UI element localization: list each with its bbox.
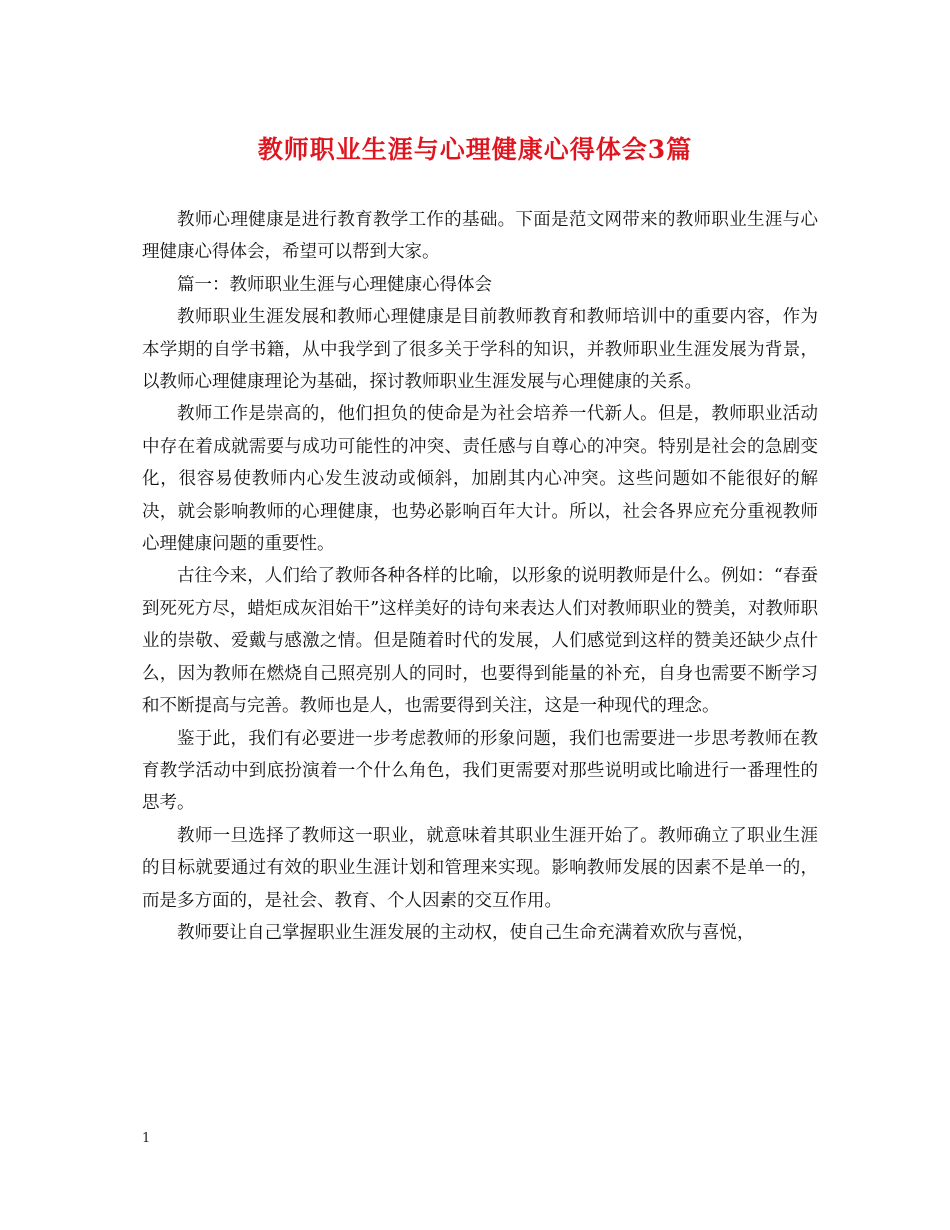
- paragraph-2: 教师工作是崇高的，他们担负的使命是为社会培养一代新人。但是，教师职业活动中存在着成就需要与成功可能性的冲突、责任感与自尊心的冲突。特别是社会的急剧变化，很容易使教师内心发生波动或倾斜，加剧其内心冲突。这些问题如不能很好的解决，就会影响教师的心理健康，也势必影响百年大计。所以，社会各界应充分重视教师心理健康问题的重要性。: [142, 404, 818, 555]
- page-number: 1: [142, 1131, 151, 1146]
- paragraph-5: 教师一旦选择了教师这一职业，就意味着其职业生涯开始了。教师确立了职业生涯的目标就要通过有效的职业生涯计划和管理来实现。影响教师发展的因素不是单一的，而是多方面的，是社会、教育、个人因素的交互作用。: [142, 825, 818, 911]
- body-text: [142, 204, 818, 949]
- paragraph-3: 古往今来，人们给了教师各种各样的比喻，以形象的说明教师是什么。例如：“春蚕到死死方尽，蜡炬成灰泪始干”这样美好的诗句来表达人们对教师职业的赞美，对教师职业的崇敬、爱戴与感激之情。但是随着时代的发展，人们感觉到这样的赞美还缺少点什么，因为教师在燃烧自己照亮别人的同时，也要得到能量的补充，自身也需要不断学习和不断提高与完善。教师也是人，也需要得到关注，这是一种现代的理念。: [142, 566, 818, 717]
- page-title: 教师职业生涯与心理健康心得体会3篇: [257, 135, 693, 164]
- paragraph-1: 教师职业生涯发展和教师心理健康是目前教师教育和教师培训中的重要内容，作为本学期的自学书籍，从中我学到了很多关于学科的知识，并教师职业生涯发展为背景，以教师心理健康理论为基础，探讨教师职业生涯发展与心理健康的关系。: [142, 307, 818, 393]
- paragraph-intro: 教师心理健康是进行教育教学工作的基础。下面是范文网带来的教师职业生涯与心理健康心得体会，希望可以帮到大家。: [142, 210, 818, 263]
- paragraph-section-heading: 篇一：教师职业生涯与心理健康心得体会: [177, 274, 492, 295]
- paragraph-6: 教师要让自己掌握职业生涯发展的主动权，使自己生命充满着欢欣与喜悦，: [177, 922, 755, 943]
- paragraph-4: 鉴于此，我们有必要进一步考虑教师的形象问题，我们也需要进一步思考教师在教育教学活动中到底扮演着一个什么角色，我们更需要对那些说明或比喻进行一番理性的思考。: [142, 728, 818, 814]
